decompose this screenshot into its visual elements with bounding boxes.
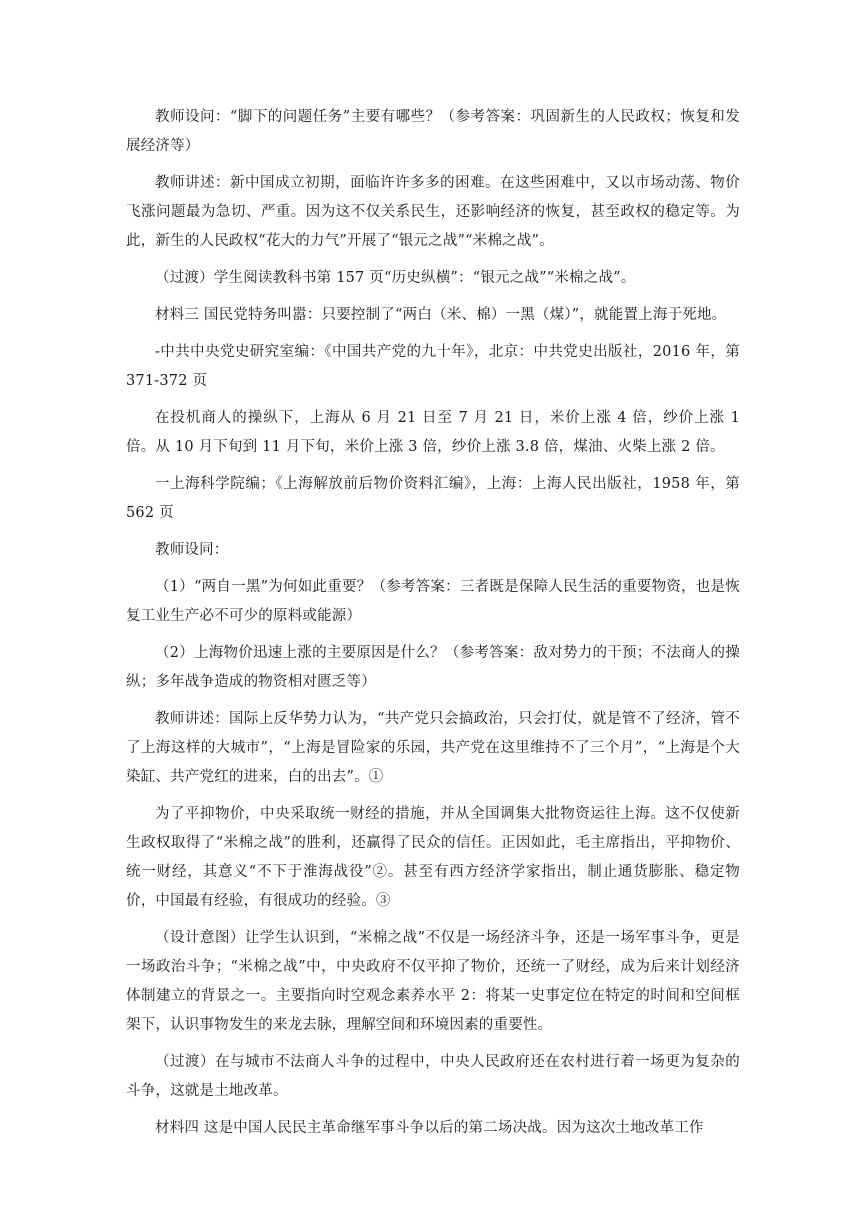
paragraph-citation-2: 一上海科学院编；《上海解放前后物价资料汇编》，上海：上海人民出版社，1958 年，第 562 页 [126, 476, 740, 521]
paragraph-question-1: （1）“两自一黑”为何如此重要？（参考答案：三者既是保障人民生活的重要物资，也是恢复工业生产必不可少的原料或能源） [126, 579, 740, 624]
paragraph-design-intent: （设计意图）让学生认识到，“米棉之战”不仅是一场经济斗争，还是一场军事斗争，更是一场政治斗争；“米棉之战”中，中央政府不仅平抑了物价，还统一了财经，成为后来计划经济体制建立的背景之一。主要指向时空观念素养水平 2：将某一史事定位在特定的时间和空间框架下，认识事物发生的来龙去脉，理解空间和环境因素的重要性。 [126, 930, 740, 1033]
paragraph-citation-1: -中共中央党史研究室编：《中国共产党的九十年》，北京：中共党史出版社，2016 年，第 371-372 页 [126, 344, 740, 389]
paragraph-price-control: 为了平抑物价，中央采取统一财经的措施，并从全国调集大批物资运往上海。这不仅使新生政权取得了“米棉之战”的胜利，还赢得了民众的信任。正因如此，毛主席指出，平抑物价、统一财经，其意义“不下于淮海战役”②。甚至有西方经济学家指出，制止通货膨胀、稳定物价，中国最有经验，有很成功的经验。③ [126, 806, 740, 909]
paragraph-price-data: 在投机商人的操纵下，上海从 6 月 21 日至 7 月 21 日，米价上涨 4 倍，纱价上涨 1 倍。从 10 月下旬到 11 月下旬，米价上涨 3 倍，纱价上涨 3.8 倍，煤油、火柴上涨 2 倍。 [126, 410, 740, 455]
paragraph-material-3: 材料三 国民党特务叫嚣：只要控制了“两白（米、棉）一黑（煤）”，就能置上海于死地。 [155, 307, 727, 323]
paragraph-teacher-narration-1: 教师讲述：新中国成立初期，面临许许多多的困难。在这些困难中，又以市场动荡、物价飞涨问题最为急切、严重。因为这不仅关系民生，还影响经济的恢复，甚至政权的稳定等。为此，新生的人民政权“花大的力气”开展了“银元之战”“米棉之战”。 [126, 175, 740, 249]
paragraph-teacher-question-2: 教师设同： [155, 542, 229, 558]
paragraph-material-4: 材料四 这是中国人民民主革命继军事斗争以后的第二场决战。因为这次土地改革工作 [155, 1120, 704, 1136]
document-body [126, 103, 740, 1151]
paragraph-teacher-question-1: 教师设问：“脚下的问题任务”主要有哪些？（参考答案：巩固新生的人民政权；恢复和发展经济等） [126, 109, 740, 154]
paragraph-teacher-narration-2: 教师讲述：国际上反华势力认为，“共产党只会搞政治，只会打仗，就是管不了经济，管不了上海这样的大城市”，“上海是冒险家的乐园，共产党在这里维持不了三个月”，“上海是个大染缸、共产党红的进来，白的出去”。① [126, 711, 740, 785]
paragraph-question-2: （2）上海物价迅速上涨的主要原因是什么？（参考答案：敌对势力的干预；不法商人的操纵；多年战争造成的物资相对匮乏等） [126, 645, 740, 690]
paragraph-transition-2: （过渡）在与城市不法商人斗争的过程中，中央人民政府还在农村进行着一场更为复杂的斗争，这就是土地改革。 [126, 1054, 740, 1099]
paragraph-transition-1: （过渡）学生阅读教科书第 157 页“历史纵横”：“银元之战”“米棉之战”。 [155, 270, 636, 286]
